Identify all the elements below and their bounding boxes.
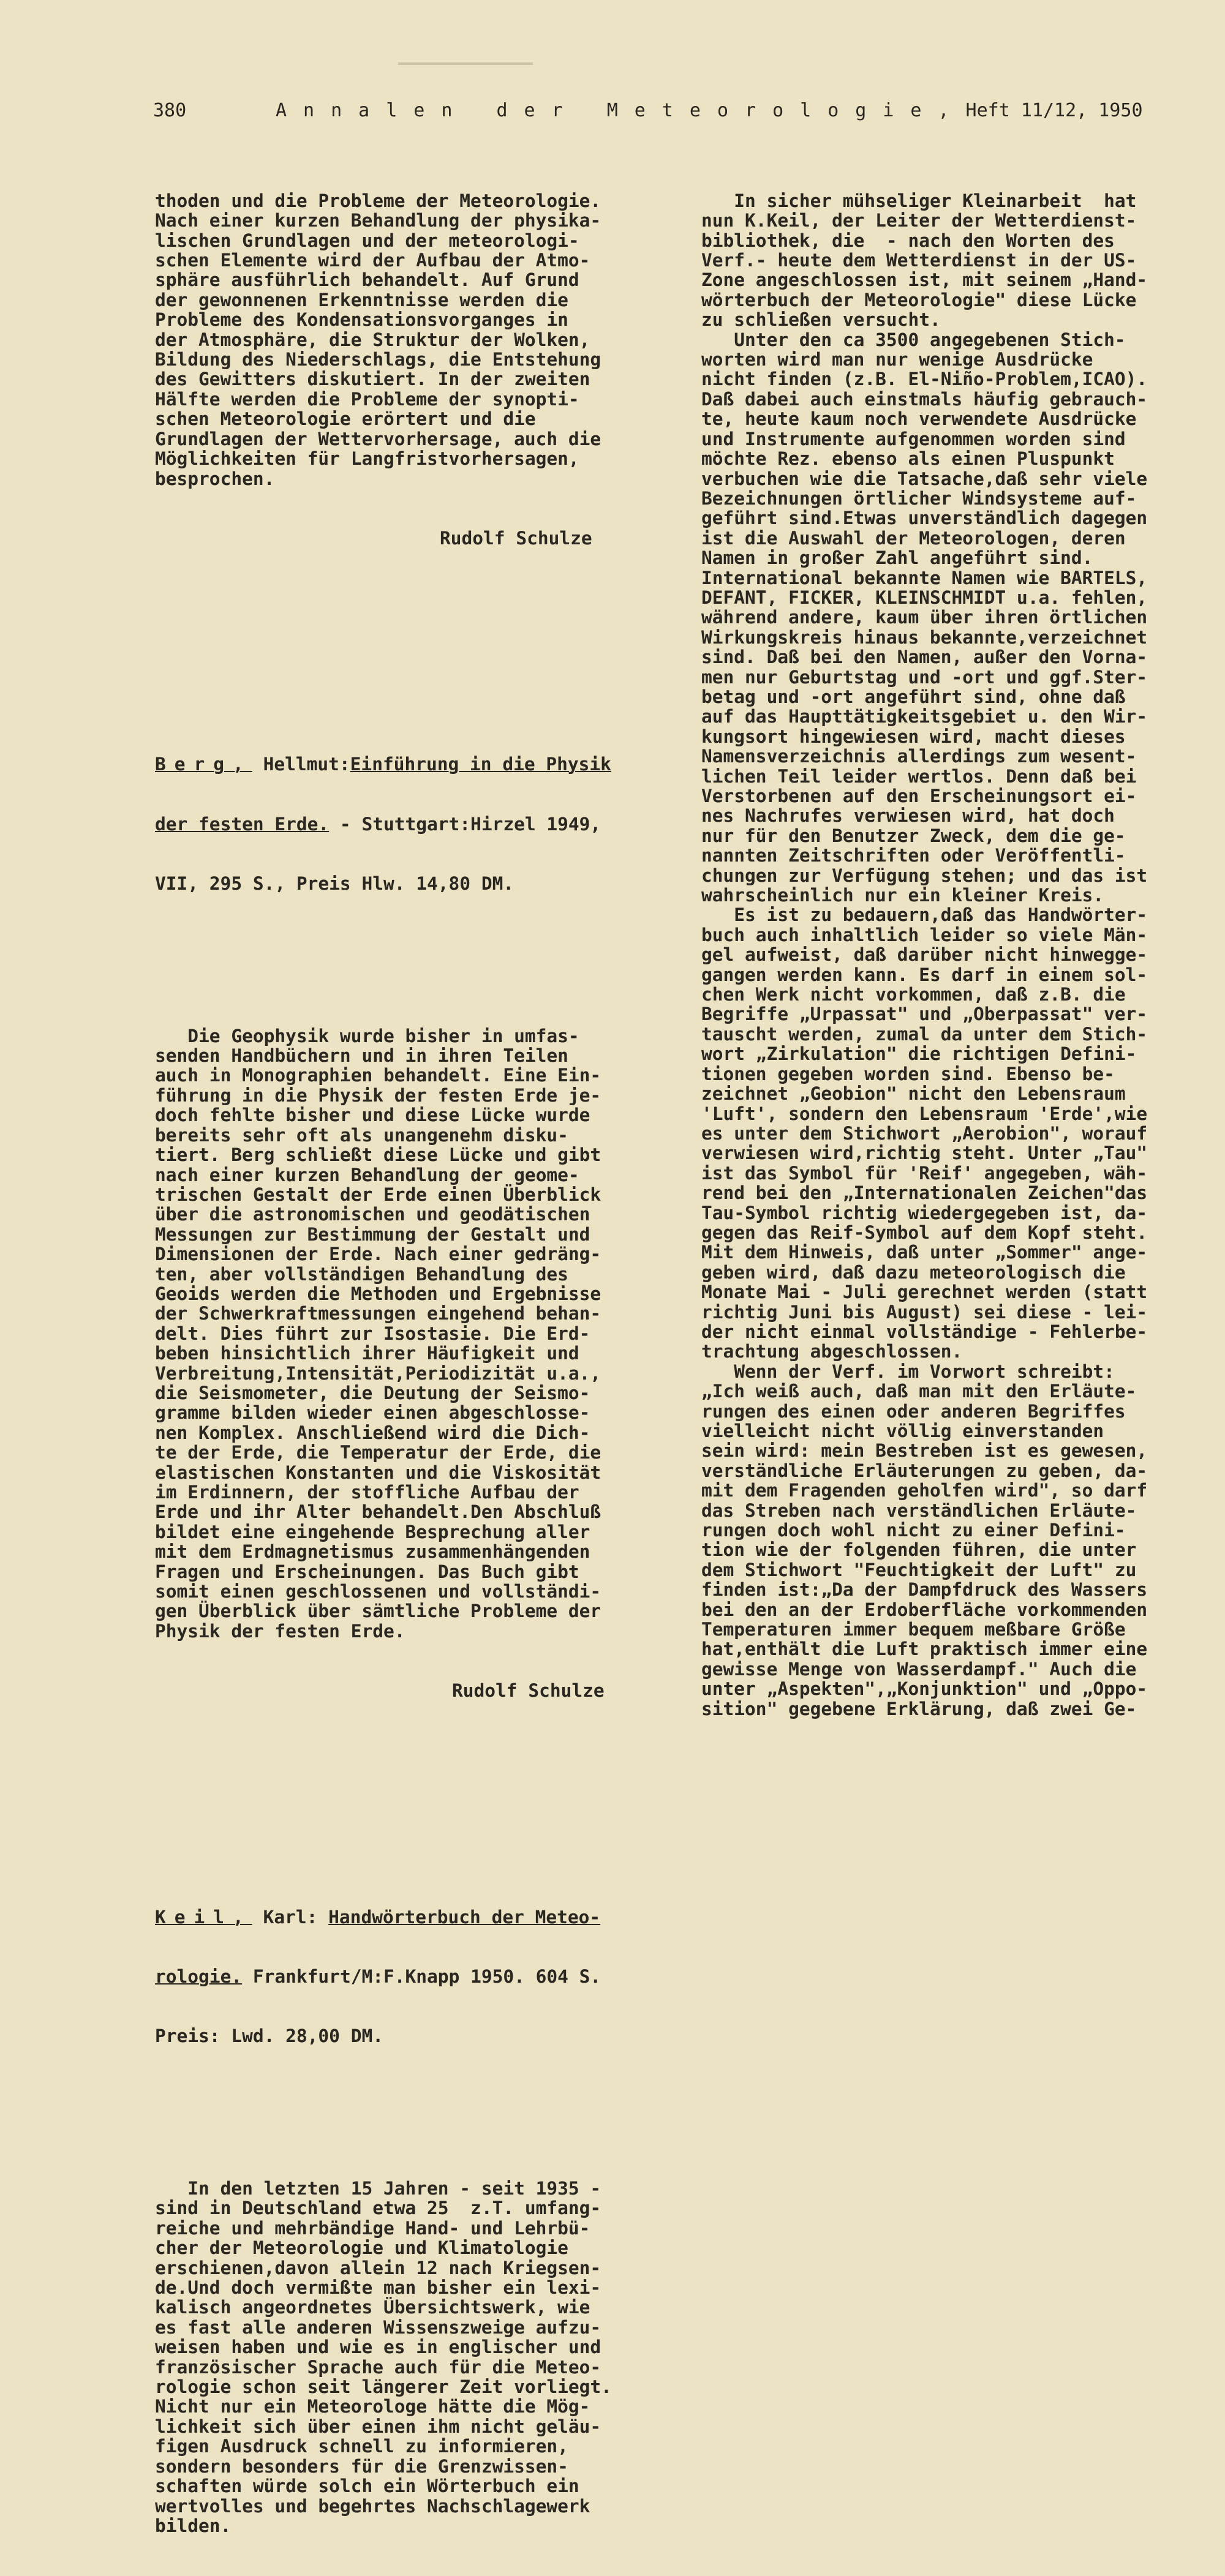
text-line: somit einen geschlossenen und vollständi- (155, 1581, 601, 1602)
text-line: wertvolles und begehrtes Nachschlagewerk (155, 2495, 590, 2517)
text-line: der nicht einmal vollständige - Fehlerbe- (701, 1321, 1148, 1342)
text-line: doch fehlte bisher und diese Lücke wurde (155, 1105, 590, 1126)
text-line: und Instrumente aufgenommen worden sind (701, 428, 1126, 449)
text-line: es unter dem Stichwort „Aerobion", worauf (701, 1122, 1148, 1144)
text-line: gangen werden kann. Es darf in einem sol- (701, 964, 1148, 985)
text-line: ten, aber vollständigen Behandlung des (155, 1263, 568, 1285)
text-line: schen Elemente wird der Aufbau der Atmo- (155, 250, 590, 271)
text-line: zu schließen versucht. (701, 309, 941, 331)
text-line: chungen zur Verfügung stehen; und das ist (701, 865, 1148, 886)
text-line: Zone angeschlossen ist, mit seinem „Hand- (701, 269, 1148, 291)
text-line: Grundlagen der Wettervorhersage, auch die (155, 428, 601, 449)
text-line: thoden und die Probleme der Meteorologie. (155, 190, 601, 211)
text-line: Physik der festen Erde. (155, 1620, 405, 1642)
text-line: verständliche Erläuterungen zu geben, da- (701, 1460, 1148, 1481)
text-line: figen Ausdruck schnell zu informieren, (155, 2436, 568, 2457)
text-line: lischen Grundlagen und der meteorologi- (155, 230, 579, 251)
review-2-title-line1: Einführung in die Physik (350, 754, 611, 775)
text-line: Verbreitung,Intensität,Periodizität u.a., (155, 1362, 601, 1384)
text-line: wahrscheinlich nur ein kleiner Kreis. (701, 885, 1104, 906)
text-line: kungsort hingewiesen wird, macht dieses (701, 726, 1126, 747)
text-line: möchte Rez. ebenso als einen Pluspunkt (701, 448, 1115, 470)
text-line: bei den an der Erdoberfläche vorkommenden (701, 1599, 1148, 1620)
review-3-details: Preis: Lwd. 28,00 DM. (155, 2026, 383, 2047)
text-line: 'Luft', sondern den Lebensraum 'Erde',wie (701, 1103, 1148, 1124)
text-line: auch in Monographien behandelt. Eine Ein- (155, 1065, 601, 1086)
text-line: es fast alle anderen Wissenszweige aufzu- (155, 2316, 601, 2338)
text-line: International bekannte Namen wie BARTELS, (701, 567, 1148, 588)
text-line: nun K.Keil, der Leiter der Wetterdienst- (701, 210, 1137, 231)
journal-title: Annalen der Meteorologie, (276, 100, 966, 121)
text-line: auf das Haupttätigkeitsgebiet u. den Wir- (701, 706, 1148, 727)
review-2-title-line2: der festen Erde. (155, 813, 330, 835)
text-line: gel aufweist, daß darüber nicht hinwegge- (701, 944, 1148, 966)
text-line: worten wird man nur wenige Ausdrücke (701, 349, 1093, 370)
text-line: trachtung abgeschlossen. (701, 1341, 963, 1362)
text-line: gen Überblick über sämtliche Probleme der (155, 1601, 601, 1622)
text-line: französischer Sprache auch für die Meteo- (155, 2356, 601, 2378)
text-line: gegen das Reif-Symbol auf dem Kopf steht. (701, 1222, 1148, 1243)
text-line: rend bei den „Internationalen Zeichen"das (701, 1182, 1148, 1204)
text-line: verwiesen wird,richtig steht. Unter „Tau" (701, 1143, 1148, 1164)
text-line: Verstorbenen auf den Erscheinungsort ei- (701, 786, 1137, 806)
text-line: sphäre ausführlich behandelt. Auf Grund (155, 269, 579, 291)
text-line: kalisch angeordnetes Übersichtswerk, wie (155, 2297, 590, 2318)
text-line: nur für den Benutzer Zweck, dem die ge- (701, 825, 1126, 846)
text-line: tauscht werden, zumal da unter dem Stich- (701, 1023, 1148, 1045)
text-line: bereits sehr oft als unangenehm disku- (155, 1124, 568, 1146)
text-line: te, heute kaum noch verwendete Ausdrücke (701, 408, 1137, 430)
text-line: ist das Symbol für 'Reif' angegeben, wäh- (701, 1162, 1148, 1184)
review-2-publisher: - Stuttgart:Hirzel 1949, (329, 813, 601, 835)
review-3-title-line1: Handwörterbuch der Meteo- (328, 1906, 601, 1928)
text-line: rungen doch wohl nicht zu einer Defini- (701, 1520, 1126, 1541)
text-line: tion wie der folgenden führen, die unter (701, 1539, 1137, 1561)
text-line: über die astronomischen und geodätischen (155, 1204, 590, 1225)
text-line: sition" gegebene Erklärung, daß zwei Ge- (701, 1698, 1137, 1719)
text-line: führung in die Physik der festen Erde je- (155, 1084, 601, 1106)
text-line: die Seismometer, die Deutung der Seismo- (155, 1382, 590, 1403)
text-line: Probleme des Kondensationsvorganges in (155, 309, 568, 331)
text-line: Unter den ca 3500 angegebenen Stich- (701, 329, 1126, 350)
text-line: Monate Mai - Juli gerechnet werden (statt (701, 1282, 1148, 1303)
text-line: sind in Deutschland etwa 25 z.T. umfang- (155, 2198, 601, 2219)
text-line: Möglichkeiten für Langfristvorhersagen, (155, 448, 579, 470)
left-column (155, 151, 663, 2575)
text-line: ist die Auswahl der Meteorologen, deren (701, 527, 1126, 549)
text-line: nes Nachrufes verwiesen wird, hat doch (701, 805, 1115, 827)
text-line: Hälfte werden die Probleme der synopti- (155, 388, 579, 410)
text-line: sondern besonders für die Grenzwissen- (155, 2455, 568, 2477)
text-line: geben wird, daß dazu meteorologisch die (701, 1261, 1126, 1283)
text-line: richtig Juni bis August) sei diese - lei- (701, 1301, 1148, 1323)
text-line: des Gewitters diskutiert. In der zweiten (155, 369, 590, 390)
text-line: der Atmosphäre, die Struktur der Wolken, (155, 329, 590, 350)
text-line: Daß dabei auch einstmals häufig gebrauch- (701, 388, 1148, 410)
text-line: dem Stichwort "Feuchtigkeit der Luft" zu (701, 1559, 1137, 1580)
text-line: Tau-Symbol richtig wiedergegeben ist, da- (701, 1202, 1148, 1223)
text-line: Es ist zu bedauern,daß das Handwörter- (701, 904, 1148, 926)
text-line: unter „Aspekten",„Konjunktion" und „Oppo- (701, 1678, 1148, 1700)
review-2-citation (155, 715, 663, 933)
text-line: Namen in großer Zahl angeführt sind. (701, 547, 1093, 569)
right-column (701, 151, 1204, 1759)
review-3-publisher: Frankfurt/M:F.Knapp 1950. 604 S. (242, 1966, 601, 1987)
text-line: der Schwerkraftmessungen eingehend behan- (155, 1303, 601, 1324)
text-line: Verf.- heute dem Wetterdienst in der US- (701, 250, 1137, 271)
text-line: Nicht nur ein Meteorologe hätte die Mög- (155, 2396, 590, 2417)
text-line: men nur Geburtstag und -ort und ggf.Ster- (701, 666, 1148, 688)
text-line: reiche und mehrbändige Hand- und Lehrbü- (155, 2217, 590, 2239)
text-line: senden Handbüchern und in ihren Teilen (155, 1045, 568, 1067)
review-3-text-continued (701, 191, 1204, 1719)
review-3-citation (155, 1868, 663, 2086)
running-header (153, 98, 1143, 124)
text-line: tiert. Berg schließt diese Lücke und gibt (155, 1144, 601, 1166)
review-3-title-line2: rologie. (155, 1966, 243, 1987)
review-2-signature: Rudolf Schulze (452, 1680, 605, 1702)
review-2-author-given: Hellmut: (263, 754, 350, 775)
text-line: besprochen. (155, 468, 275, 489)
text-line: bildet eine eingehende Besprechung aller (155, 1521, 590, 1542)
text-line: nicht finden (z.B. El-Niño-Problem,ICAO). (701, 369, 1148, 390)
review-3-author-given: Karl: (263, 1906, 318, 1928)
text-line: der gewonnenen Erkenntnisse werden die (155, 289, 568, 310)
text-line: rologie schon seit längerer Zeit vorliegt. (155, 2376, 612, 2398)
text-line: geführt sind.Etwas unverständlich dagegen (701, 508, 1148, 529)
text-line: lichen Teil leider wertlos. Denn daß bei (701, 765, 1137, 787)
text-line: gramme bilden wieder einen abgeschlosse- (155, 1402, 590, 1424)
text-line: Geoids werden die Methoden und Ergebnisse (155, 1283, 601, 1304)
text-line: bilden. (155, 2515, 232, 2536)
review-1-text (155, 191, 663, 489)
text-line: beben hinsichtlich ihrer Häufigkeit und (155, 1343, 579, 1364)
text-line: gewisse Menge von Wasserdampf." Auch die (701, 1658, 1137, 1680)
text-line: lichkeit sich über einen ihm nicht geläu- (155, 2416, 601, 2437)
text-line: sein wird: mein Bestreben ist es gewesen, (701, 1440, 1148, 1462)
text-line: das Streben nach verständlichen Erläute- (701, 1500, 1137, 1521)
text-line: In den letzten 15 Jahren - seit 1935 - (155, 2178, 601, 2199)
text-line: Wirkungskreis hinaus bekannte,verzeichnet (701, 626, 1148, 648)
text-line: Begriffe „Urpassat" und „Oberpassat" ver- (701, 1004, 1148, 1025)
page-number: 380 (153, 100, 187, 121)
text-line: de.Und doch vermißte man bisher ein lexi- (155, 2277, 601, 2299)
text-line: finden ist:„Da der Dampfdruck des Wassers (701, 1579, 1148, 1601)
text-line: „Ich weiß auch, daß man mit den Erläute- (701, 1381, 1137, 1402)
text-line: bibliothek, die - nach den Worten des (701, 230, 1115, 251)
text-line: Bezeichnungen örtlicher Windsysteme auf- (701, 487, 1137, 509)
review-1-signature: Rudolf Schulze (440, 527, 592, 549)
text-line: mit dem Fragenden geholfen wird", so darf (701, 1480, 1148, 1501)
text-line: hat,enthält die Luft praktisch immer eine (701, 1639, 1148, 1660)
text-line: Messungen zur Bestimmung der Gestalt und (155, 1223, 590, 1245)
text-line: nach einer kurzen Behandlung der geome- (155, 1164, 579, 1185)
text-line: während andere, kaum über ihren örtlichen (701, 607, 1148, 628)
text-line: rungen des einen oder anderen Begriffes (701, 1400, 1126, 1422)
text-line: te der Erde, die Temperatur der Erde, die (155, 1442, 601, 1463)
text-line: betag und -ort angeführt sind, ohne daß (701, 686, 1126, 707)
text-line: Dimensionen der Erde. Nach einer gedräng- (155, 1244, 601, 1265)
text-line: Wenn der Verf. im Vorwort schreibt: (701, 1361, 1115, 1382)
scan-mark (398, 62, 533, 65)
text-line: buch auch inhaltlich leider so viele Män- (701, 924, 1148, 945)
text-line: In sicher mühseliger Kleinarbeit hat (701, 190, 1137, 211)
text-line: schaften würde solch ein Wörterbuch ein (155, 2476, 579, 2497)
text-line: Bildung des Niederschlags, die Entstehung (155, 349, 601, 370)
text-line: im Erdinnern, der stoffliche Aufbau der (155, 1482, 579, 1503)
text-line: tionen gegeben worden sind. Ebenso be- (701, 1063, 1115, 1084)
text-line: erschienen,davon allein 12 nach Kriegsen- (155, 2257, 601, 2278)
text-line: sind. Daß bei den Namen, außer den Vorna- (701, 647, 1148, 668)
text-line: DEFANT, FICKER, KLEINSCHMIDT u.a. fehlen, (701, 587, 1148, 608)
text-line: chen Werk nicht vorkommen, daß z.B. die (701, 984, 1126, 1005)
text-line: delt. Dies führt zur Isostasie. Die Erd- (155, 1323, 590, 1344)
text-line: vielleicht nicht völlig einverstanden (701, 1421, 1104, 1441)
text-line: wörterbuch der Meteorologie" diese Lücke (701, 289, 1137, 310)
text-line: nannten Zeitschriften oder Veröffentli- (701, 845, 1126, 866)
text-line: verbuchen wie die Tatsache,daß sehr viele (701, 468, 1148, 489)
text-line: Namensverzeichnis allerdings zum wesent- (701, 746, 1137, 767)
review-2-author-surname: Berg, (155, 754, 252, 775)
text-line: mit dem Erdmagnetismus zusammenhängenden (155, 1541, 590, 1563)
text-line: Erde und ihr Alter behandelt.Den Abschluß (155, 1501, 601, 1523)
review-2-details: VII, 295 S., Preis Hlw. 14,80 DM. (155, 873, 514, 894)
text-line: elastischen Konstanten und die Viskosität (155, 1462, 601, 1483)
text-line: schen Meteorologie erörtert und die (155, 408, 536, 430)
review-3-author-surname: Keil, (155, 1906, 252, 1928)
text-line: Fragen und Erscheinungen. Das Buch gibt (155, 1561, 579, 1582)
text-line: Nach einer kurzen Behandlung der physika- (155, 210, 601, 231)
text-line: Mit dem Hinweis, daß unter „Sommer" ange- (701, 1242, 1148, 1263)
text-line: zeichnet „Geobion" nicht den Lebensraum (701, 1083, 1126, 1105)
review-3-text (155, 2179, 663, 2536)
text-line: trischen Gestalt der Erde einen Überblick (155, 1184, 601, 1205)
issue-info: Heft 11/12, 1950 (965, 100, 1143, 121)
text-line: cher der Meteorologie und Klimatologie (155, 2237, 568, 2259)
text-line: Die Geophysik wurde bisher in umfas- (155, 1025, 579, 1046)
text-line: wort „Zirkulation" die richtigen Defini- (701, 1043, 1137, 1065)
text-line: nen Komplex. Anschließend wird die Dich- (155, 1422, 590, 1443)
text-line: weisen haben und wie es in englischer und (155, 2337, 601, 2358)
review-2-text (155, 1026, 663, 1642)
text-line: Temperaturen immer bequem meßbare Größe (701, 1619, 1126, 1640)
